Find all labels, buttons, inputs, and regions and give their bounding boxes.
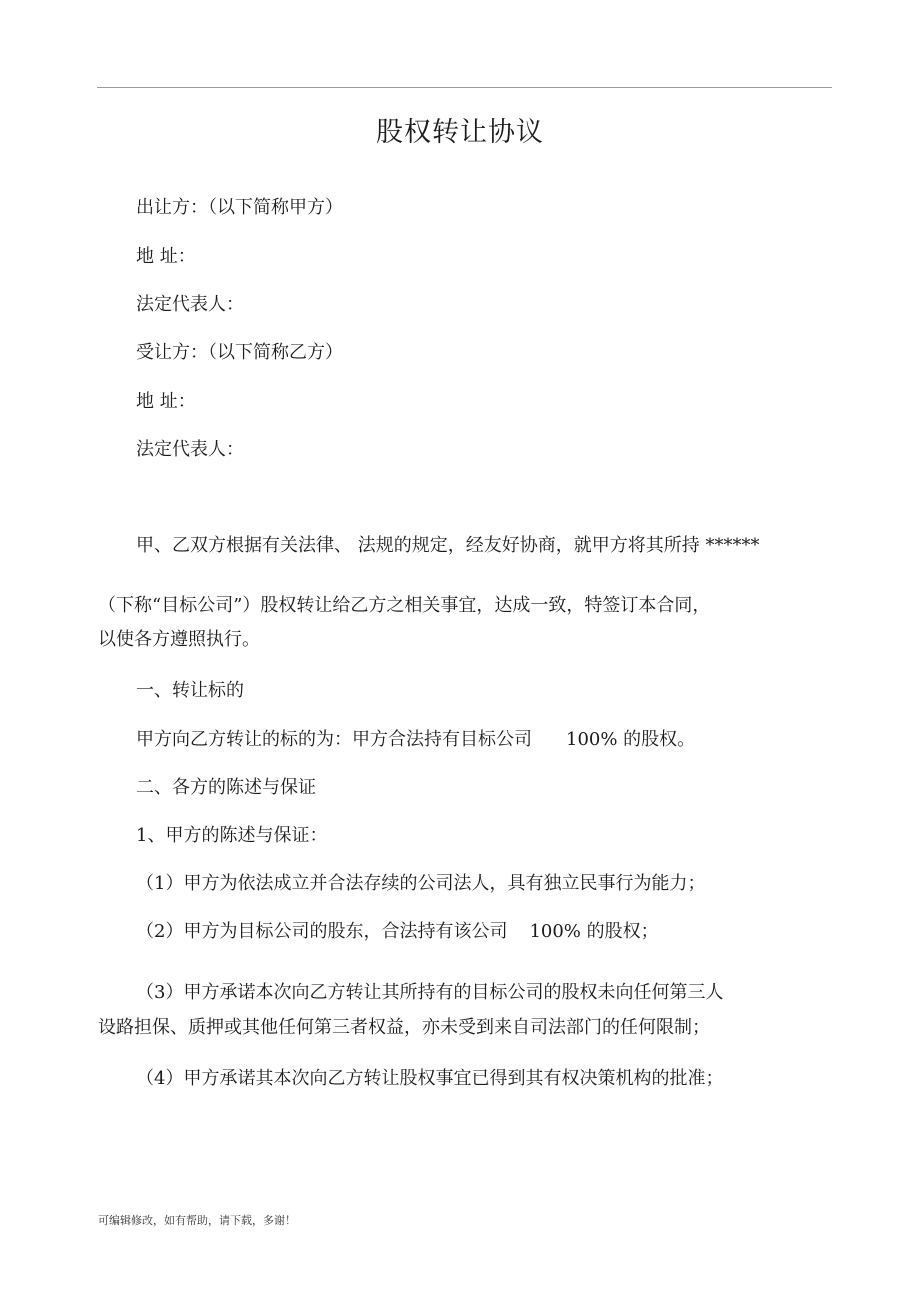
preamble-line-2: （下称“目标公司”）股权转让给乙方之相关事宜，达成一致，特签订本合同， xyxy=(98,595,711,616)
section2-item-2 xyxy=(136,919,659,945)
preamble-line-3: 以使各方遵照执行。 xyxy=(98,629,260,650)
section1-text-a: 甲方向乙方转让的标的为：甲方合法持有目标公司 xyxy=(136,729,532,750)
transferee-address-line: 地 址： xyxy=(136,391,196,412)
document-title: 股权转让协议 xyxy=(376,117,544,148)
transferee-line: 受让方：（以下简称乙方） xyxy=(136,342,343,363)
section2-item-2-a: （2）甲方为目标公司的股东，合法持有该公司 xyxy=(136,921,508,942)
section2-item-1: （1）甲方为依法成立并合法存续的公司法人，具有独立民事行为能力； xyxy=(136,873,706,894)
section1-heading: 一、转让标的 xyxy=(136,680,244,701)
section1-text-b: 100% 的股权。 xyxy=(566,729,696,750)
section2-item-4: （4）甲方承诺其本次向乙方转让股权事宜已得到其有权决策机构的批准； xyxy=(136,1068,724,1089)
section2-heading: 二、各方的陈述与保证 xyxy=(136,777,316,798)
header-rule xyxy=(97,87,832,88)
section2-item-3-line-1: （3）甲方承诺本次向乙方转让其所持有的目标公司的股权未向任何第三人 xyxy=(136,982,724,1003)
preamble-line-1: 甲、乙双方根据有关法律、 法规的规定，经友好协商，就甲方将其所持 ****** xyxy=(136,535,760,556)
footer-note: 可编辑修改，如有帮助，请下载，多谢！ xyxy=(98,1214,296,1227)
transferee-rep-line: 法定代表人： xyxy=(136,439,244,460)
section2-sub1-heading: 1、甲方的陈述与保证： xyxy=(136,825,328,846)
transferor-rep-line: 法定代表人： xyxy=(136,294,244,315)
section1-text xyxy=(136,727,695,753)
section2-item-2-b: 100% 的股权； xyxy=(529,921,659,942)
transferor-line: 出让方：（以下简称甲方） xyxy=(136,197,343,218)
section2-item-3-line-2: 设路担保、质押或其他任何第三者权益，亦未受到来自司法部门的任何限制； xyxy=(98,1017,710,1038)
transferor-address-line: 地 址： xyxy=(136,246,196,267)
